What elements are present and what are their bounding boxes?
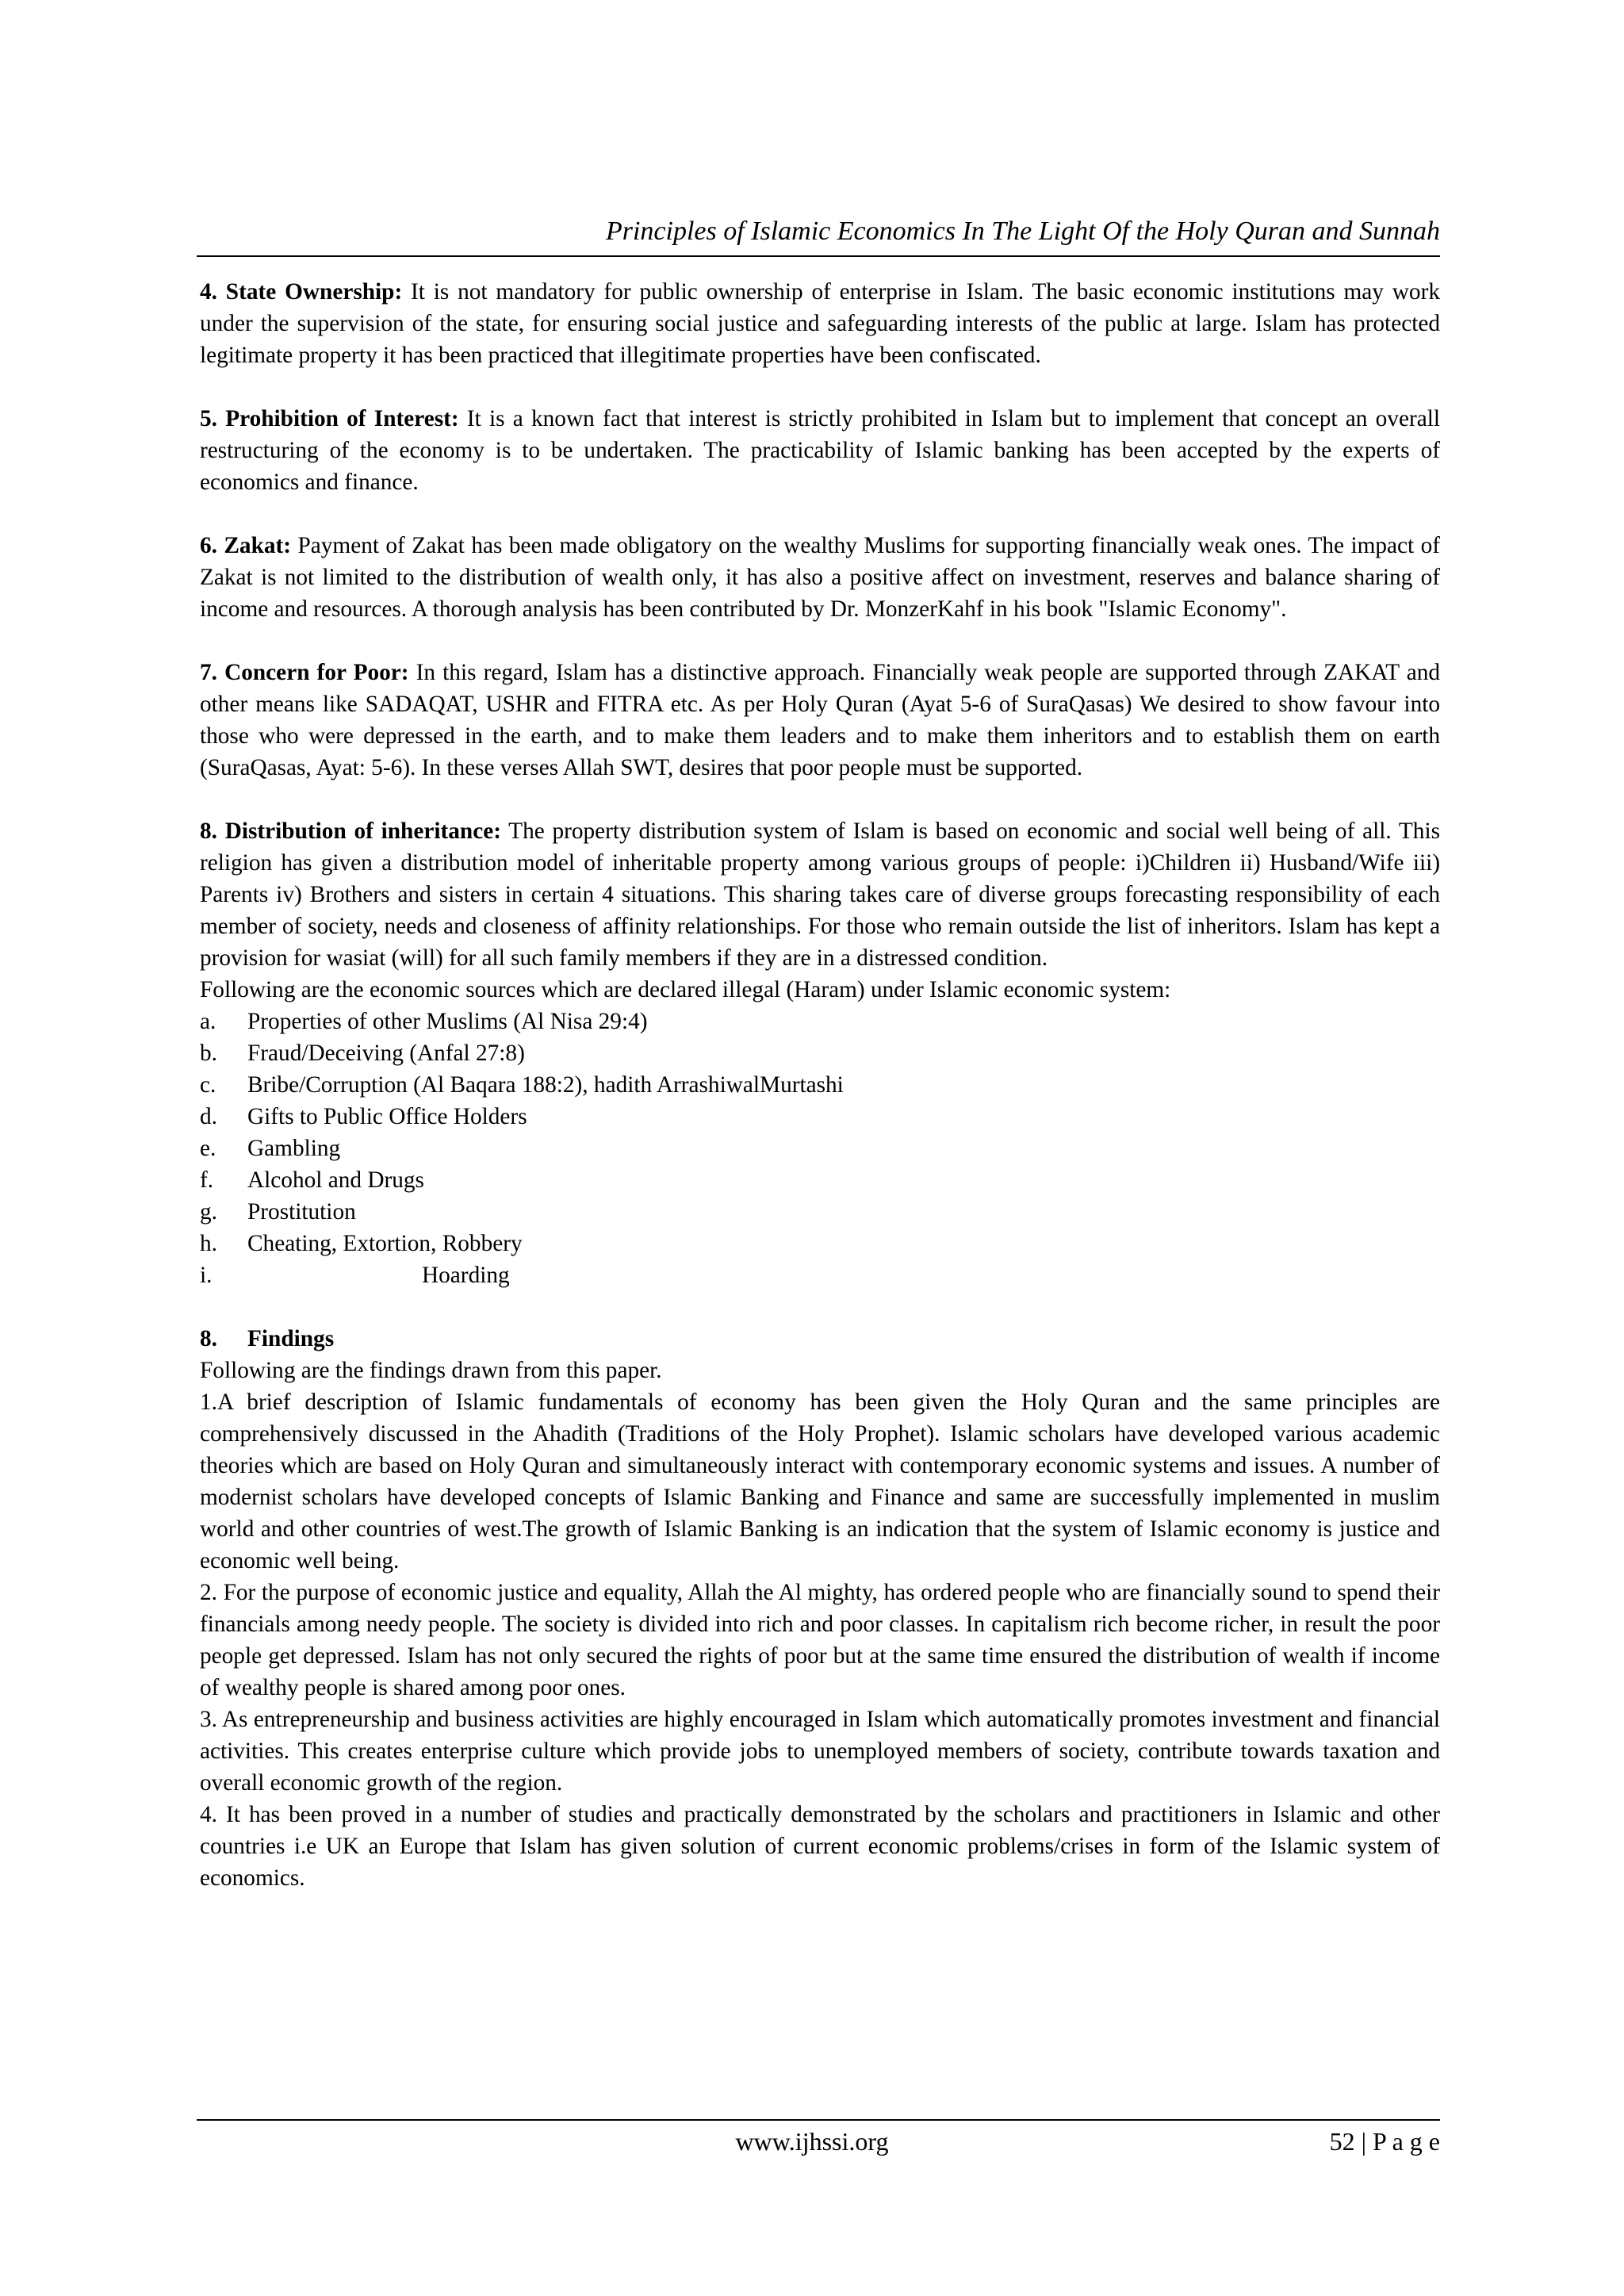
finding-paragraph: 2. For the purpose of economic justice and equality, Allah the Al mighty, has ordered people who are financially sound to spend their financials among needy people. The society is divided into rich and poor classes. In capitalism rich become richer, in result the poor people get depressed. Islam has not only secured the rights of poor but at the same time ensured the distribution of wealth if income of wealthy people is shared among poor ones. — [200, 1580, 1440, 1700]
header-rule — [197, 255, 1440, 257]
list-text: Bribe/Corruption (Al Baqara 188:2), hadith ArrashiwalMurtashi — [247, 1072, 844, 1098]
list-text: Prostitution — [247, 1199, 356, 1225]
section-title: 8. Distribution of inheritance: — [200, 818, 501, 844]
footer-page-number: 52 | P a g e — [1329, 2127, 1440, 2156]
page-body — [200, 276, 1440, 1894]
list-item — [200, 1037, 1440, 1069]
section-text: In this regard, Islam has a distinctive approach. Financially weak people are supported through ZAKAT and other means like SADAQAT, USHR and FITRA etc. As per Holy Quran (Ayat 5-6 of SuraQasas) We desired to show favour into those who were depressed in the earth, and to make them leaders and to make them inheritors and to establish them on earth (SuraQasas, Ayat: 5-6). In these verses Allah SWT, desires that poor people must be supported. — [200, 660, 1440, 780]
list-marker: e. — [200, 1136, 216, 1161]
finding-paragraph: 4. It has been proved in a number of studies and practically demonstrated by the scholars and practitioners in Islamic and other countries i.e UK an Europe that Islam has given solution of current economic problems/crises in form of the Islamic system of economics. — [200, 1802, 1440, 1891]
section-concern-for-poor — [200, 657, 1440, 784]
list-marker: g. — [200, 1199, 217, 1225]
section-title: 7. Concern for Poor: — [200, 660, 409, 685]
list-item — [200, 1101, 1440, 1133]
findings-heading — [200, 1323, 1440, 1355]
section-prohibition-of-interest — [200, 403, 1440, 498]
list-item — [200, 1133, 1440, 1164]
illegal-sources-list — [200, 1006, 1440, 1291]
list-marker: b. — [200, 1041, 217, 1066]
list-text: Cheating, Extortion, Robbery — [247, 1231, 523, 1256]
running-header-title: Principles of Islamic Economics In The Light Of the Holy Quran and Sunnah — [605, 217, 1440, 246]
section-text: Payment of Zakat has been made obligatory on the wealthy Muslims for supporting financially weak ones. The impact of Zakat is not limited to the distribution of wealth only, it has also a positive affect on investment, reserves and balance sharing of income and resources. A thorough analysis has been contributed by Dr. MonzerKahf in his book "Islamic Economy". — [200, 533, 1440, 622]
list-marker: a. — [200, 1009, 216, 1034]
section-text: It is not mandatory for public ownership of enterprise in Islam. The basic economic institutions may work under the supervision of the state, for ensuring social justice and safeguarding interests of the public at large. Islam has protected legitimate property it has been practiced that illegitimate properties have been confiscated. — [200, 279, 1440, 368]
illegal-sources-intro: Following are the economic sources which are declared illegal (Haram) under Islamic economic system: — [200, 977, 1171, 1002]
findings-number: 8. — [200, 1326, 217, 1351]
section-distribution-of-inheritance — [200, 815, 1440, 974]
finding-paragraph: 1.A brief description of Islamic fundamentals of economy has been given the Holy Quran and the same principles are comprehensively discussed in the Ahadith (Traditions of the Holy Prophet). Islamic scholars have developed various academic theories which are based on Holy Quran and simultaneously interact with contemporary economic systems and issues. A number of modernist scholars have developed concepts of Islamic Banking and Finance and same are successfully implemented in muslim world and other countries of west.The growth of Islamic Banking is an indication that the system of Islamic economy is justice and economic well being. — [200, 1389, 1440, 1573]
list-text: Gifts to Public Office Holders — [247, 1104, 527, 1129]
list-item — [200, 1196, 1440, 1228]
section-title: 6. Zakat: — [200, 533, 292, 558]
section-text: The property distribution system of Islam is based on economic and social well being of all. This religion has given a distribution model of inheritable property among various groups of people: i)Children ii) Husband/Wife iii) Parents iv) Brothers and sisters in certain 4 situations. This sharing takes care of diverse groups forecasting responsibility of each member of society, needs and closeness of affinity relationships. For those who remain outside the list of inheritors. Islam has kept a provision for wasiat (will) for all such family members if they are in a distressed condition. — [200, 818, 1440, 971]
list-marker: f. — [200, 1167, 214, 1193]
findings-intro: Following are the findings drawn from this paper. — [200, 1358, 662, 1383]
section-state-ownership — [200, 276, 1440, 371]
list-marker: c. — [200, 1072, 216, 1098]
section-text: It is a known fact that interest is strictly prohibited in Islam but to implement that concept an overall restructuring of the economy is to be undertaken. The practicability of Islamic banking has been accepted by the experts of economics and finance. — [200, 406, 1440, 495]
list-text: Hoarding — [422, 1263, 510, 1288]
list-marker: h. — [200, 1231, 217, 1256]
section-title: 4. State Ownership: — [200, 279, 403, 305]
list-text: Properties of other Muslims (Al Nisa 29:4) — [247, 1009, 648, 1034]
list-item — [200, 1259, 1440, 1291]
list-marker: i. — [200, 1263, 213, 1288]
list-item — [200, 1164, 1440, 1196]
section-title: 5. Prohibition of Interest: — [200, 406, 459, 431]
list-item — [200, 1006, 1440, 1037]
list-item — [200, 1228, 1440, 1259]
list-item — [200, 1069, 1440, 1101]
list-text: Alcohol and Drugs — [247, 1167, 424, 1193]
footer-rule — [197, 2119, 1440, 2121]
footer-website: www.ijhssi.org — [735, 2127, 889, 2156]
section-zakat — [200, 530, 1440, 625]
list-text: Gambling — [247, 1136, 341, 1161]
finding-paragraph: 3. As entrepreneurship and business activities are highly encouraged in Islam which automatically promotes investment and financial activities. This creates enterprise culture which provide jobs to unemployed members of society, contribute towards taxation and overall economic growth of the region. — [200, 1707, 1440, 1796]
list-marker: d. — [200, 1104, 217, 1129]
list-text: Fraud/Deceiving (Anfal 27:8) — [247, 1041, 525, 1066]
findings-title: Findings — [247, 1326, 335, 1351]
